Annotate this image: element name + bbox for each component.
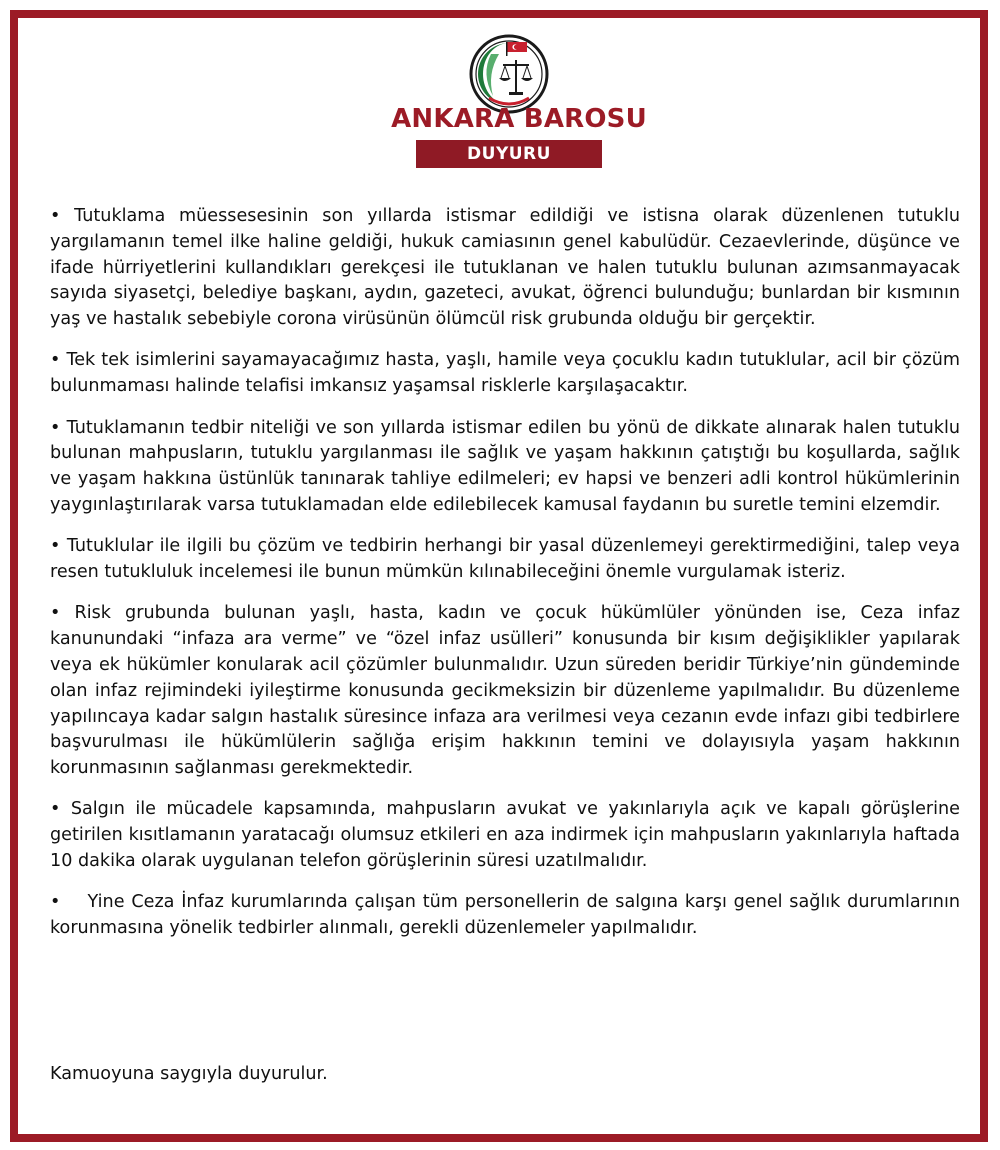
paragraph: • Risk grubunda bulunan yaşlı, hasta, kadın ve çocuk hükümlüler yönünden ise, Ceza infaz kanunundaki “infaza ara verme” ve “özel infaz usülleri” konusunda bir kısım değişiklikler yapılarak veya ek hükümler konularak acil çözümler bulunmalıdır. Uzun süreden beridir Türkiye’nin gündeminde olan infaz rejimindeki iyileştirme konusunda gecikmeksizin bir düzenleme yapılmalıdır. Bu düzenleme yapılıncaya kadar salgın hastalık süresince infaza ara verilmesi veya cezanın evde infazı gibi tedbirlere başvurulması ile hükümlülerin sağlığa erişim hakkının temini ve dolayısıyla yaşam hakkının korunmasının sağlanması gerekmektedir. (50, 603, 960, 779)
scales-of-justice-emblem-icon (469, 34, 549, 114)
header (18, 18, 980, 183)
paragraph: • Tutuklamanın tedbir niteliği ve son yıllarda istismar edilen bu yönü de dikkate alınarak halen tutuklu bulunan mahpusların, tutuklu yargılanması ile sağlık ve yaşam hakkının çatıştığı bu koşullarda, sağlık ve yaşam hakkına üstünlük tanınarak tahliye edilmeleri; ev hapsi ve benzeri adli kontrol hükümlerinin yaygınlaştırılarak varsa tutuklamadan elde edilebilecek kamusal faydanın bu suretle temini elzemdir. (50, 417, 960, 515)
paragraph: • Salgın ile mücadele kapsamında, mahpusların avukat ve yakınlarıyla açık ve kapalı görüşlerine getirilen kısıtlamanın yaratacağı olumsuz etkileri en aza indirmek için mahpusların yakınlarıyla haftada 10 dakika olarak uygulanan telefon görüşlerinin süresi uzatılmalıdır. (50, 799, 960, 872)
announcement-body (50, 204, 966, 957)
announcement-frame (10, 10, 988, 1142)
paragraph: • Tek tek isimlerini sayamayacağımız hasta, yaşlı, hamile veya çocuklu kadın tutuklular, acil bir çözüm bulunmaması halinde telafisi imkansız yaşamsal risklerle karşılaşacaktır. (50, 350, 960, 397)
announcement-badge: DUYURU (416, 140, 602, 168)
paragraph: • Yine Ceza İnfaz kurumlarında çalışan tüm personellerin de salgına karşı genel sağlık durumlarının korunmasına yönelik tedbirler alınmalı, gerekli düzenlemeler yapılmalıdır. (50, 892, 966, 939)
paragraph: • Tutuklama müessesesinin son yıllarda istismar edildiği ve istisna olarak düzenlenen tutuklu yargılamanın temel ilke haline geldiği, hukuk camiasının genel kabulüdür. Cezaevlerinde, düşünce ve ifade hürriyetlerini kullandıkları gerekçesi ile tutuklanan ve halen tutuklu bulunan azımsanmayacak sayıda siyasetçi, belediye başkanı, aydın, gazeteci, avukat, öğrenci bulunduğu; bunlardan bir kısmının yaş ve hastalık sebebiyle corona virüsünün ölümcül risk grubunda olduğu bir gerçektir. (50, 206, 960, 330)
org-name: ANKARA BAROSU (391, 104, 647, 134)
closing-statement: Kamuoyuna saygıyla duyurulur. (50, 1064, 328, 1084)
paragraph: • Tutuklular ile ilgili bu çözüm ve tedbirin herhangi bir yasal düzenlemeyi gerektirmediğini, talep veya resen tutukluluk incelemesi ile bunun mümkün kılınabileceğini önemle vurgulamak isteriz. (50, 536, 960, 583)
